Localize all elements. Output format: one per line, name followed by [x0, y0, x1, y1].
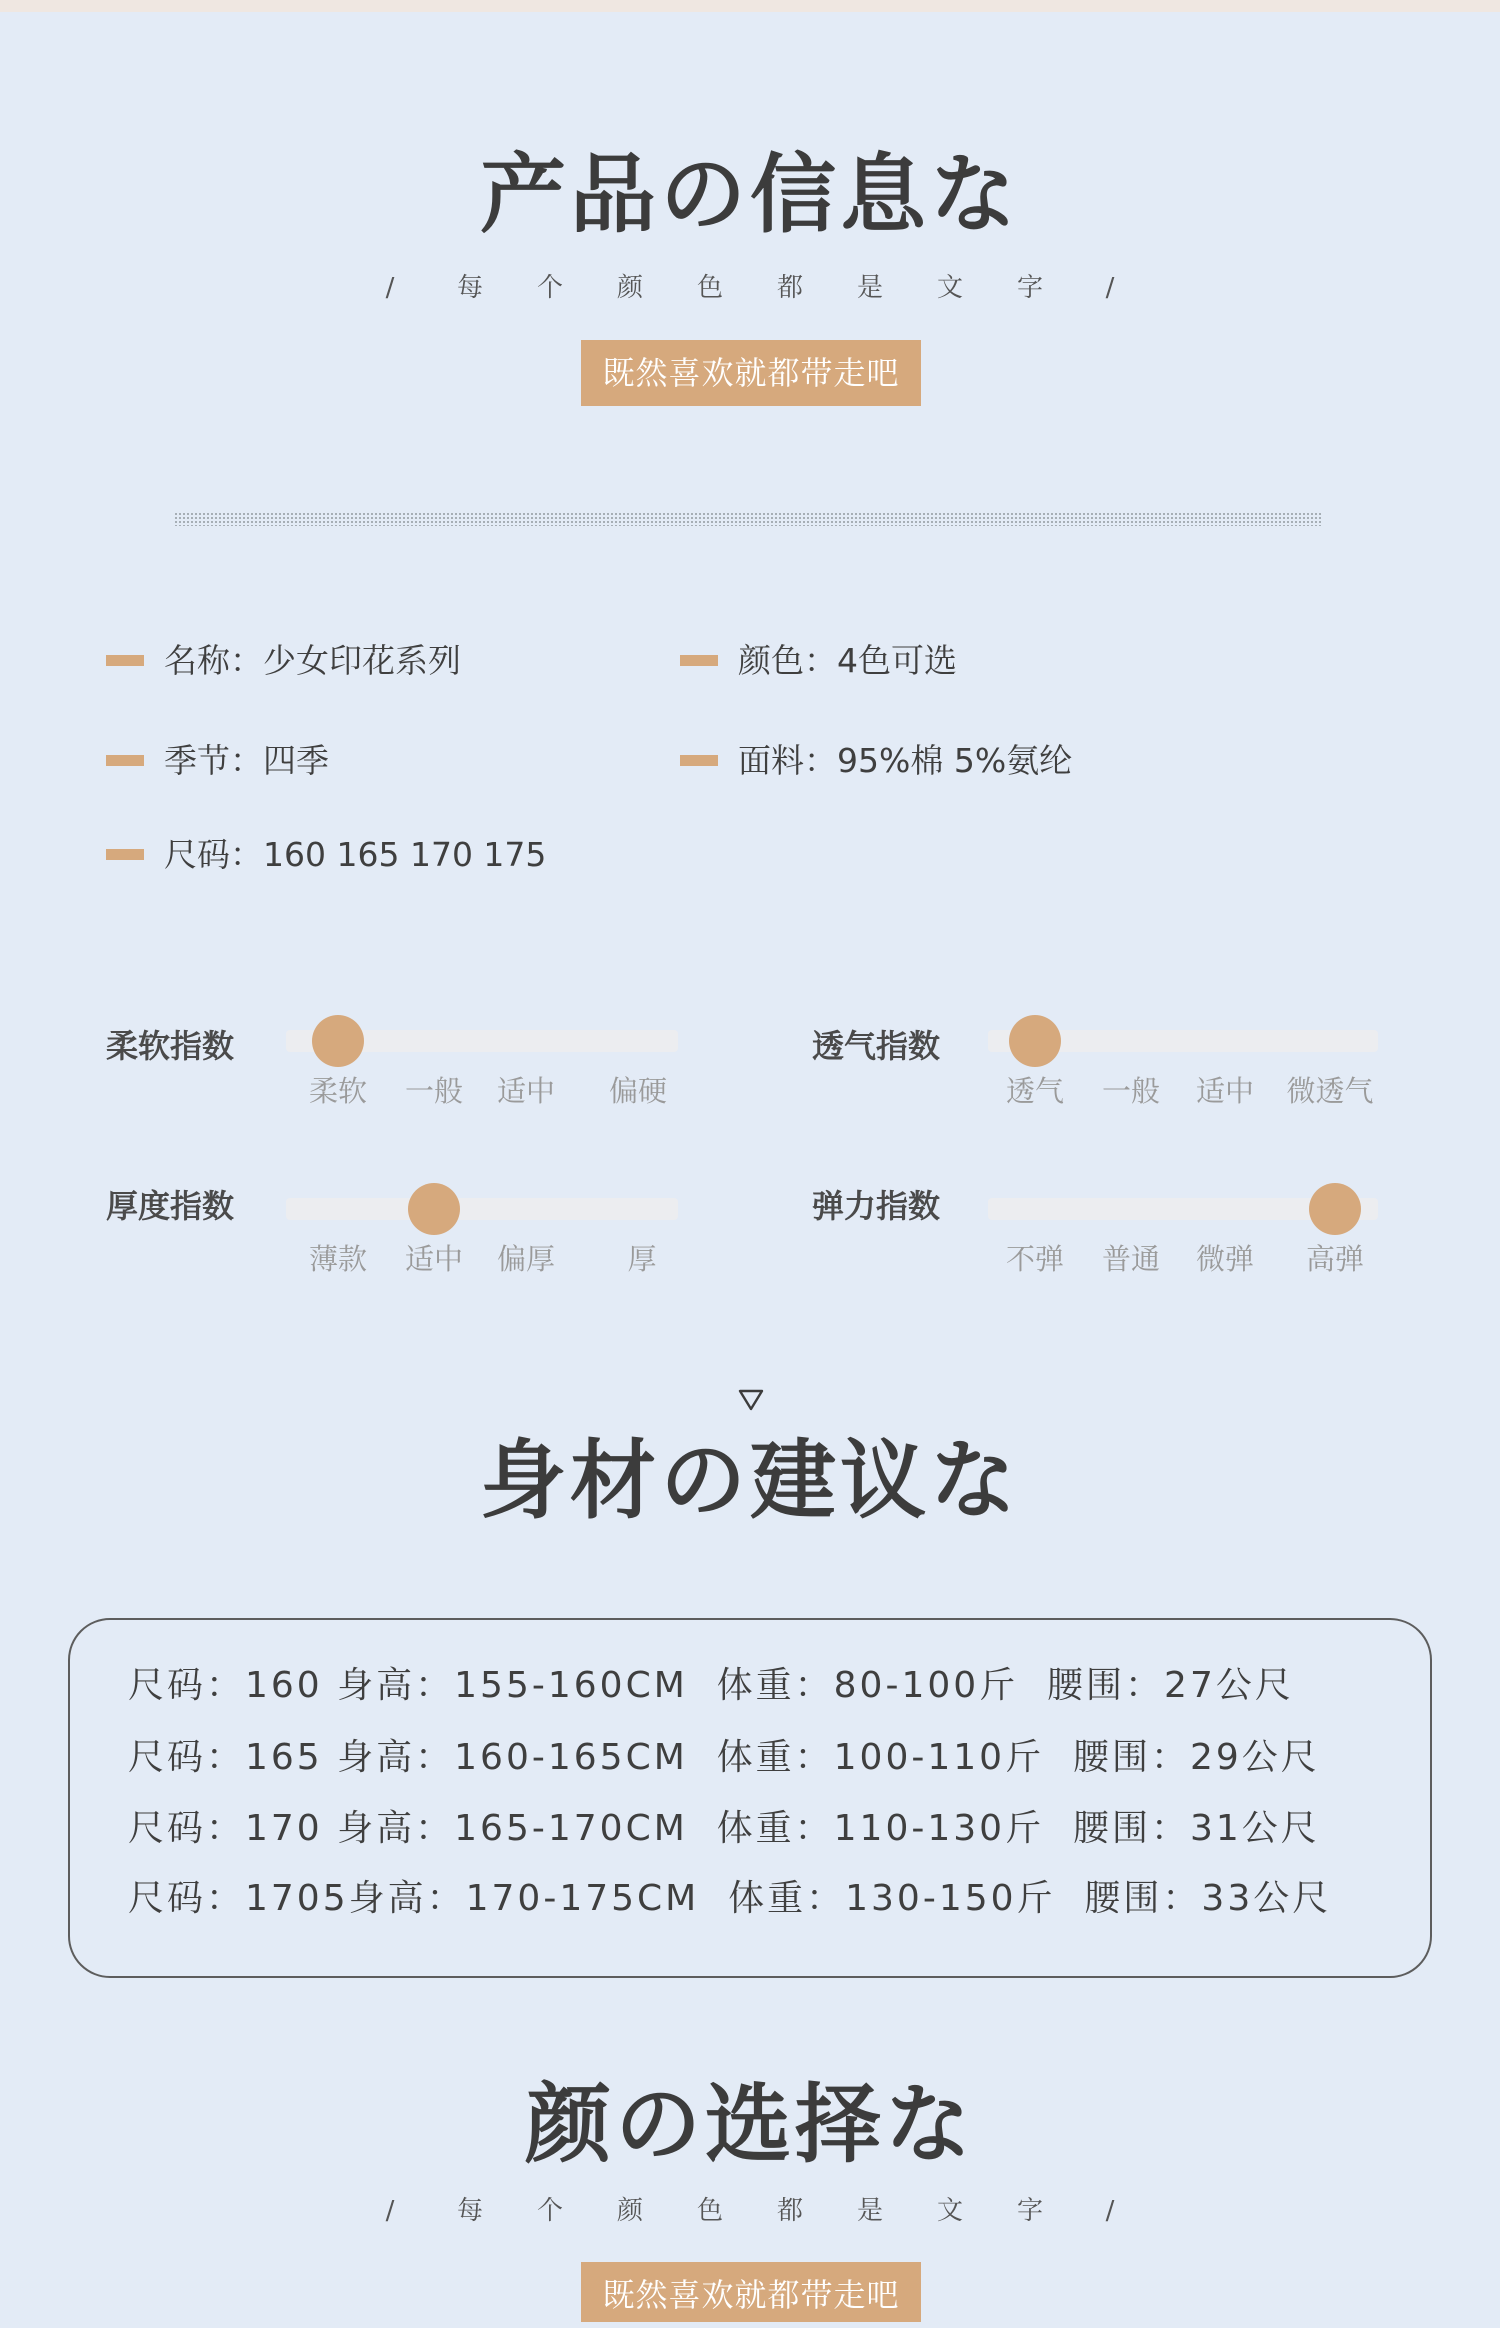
info-item-color — [680, 641, 957, 680]
subtitle-char: 字 — [1017, 2196, 1044, 2226]
thickness-option: 薄款 — [308, 1242, 368, 1276]
subtitle-char: 都 — [777, 273, 804, 303]
subtitle-char: 都 — [777, 2196, 804, 2226]
subtitle-char: / — [385, 2196, 395, 2226]
subtitle-char: 是 — [857, 2196, 884, 2226]
subtitle-char: 每 — [457, 273, 484, 303]
subtitle-char: 文 — [937, 273, 964, 303]
info-item-fabric — [680, 741, 1073, 780]
elasticity-option: 高弹 — [1305, 1242, 1365, 1276]
product-info-badge: 既然喜欢就都带走吧 — [581, 340, 921, 406]
softness-option: 偏硬 — [608, 1074, 668, 1108]
breathability-label: 透气指数 — [812, 1027, 941, 1065]
thickness-option: 偏厚 — [496, 1242, 556, 1276]
subtitle-char: / — [1105, 2196, 1115, 2226]
bullet-bar-icon — [106, 655, 144, 666]
product-info-title: 产品の信息な — [480, 144, 1020, 245]
size-row: 尺码：160 身高：155-160CM 体重：80-100斤 腰围：27公尺 — [128, 1665, 1294, 1706]
info-item-name — [106, 641, 461, 680]
thickness-knob — [408, 1183, 460, 1235]
subtitle-char: 颜 — [617, 273, 644, 303]
thickness-option: 适中 — [404, 1242, 464, 1276]
thickness-track — [286, 1198, 678, 1220]
subtitle-char: 个 — [537, 2196, 564, 2226]
subtitle-char: 字 — [1017, 273, 1044, 303]
breathability-knob — [1009, 1015, 1061, 1067]
breathability-option: 透气 — [1005, 1074, 1065, 1108]
breathability-option: 微透气 — [1286, 1074, 1374, 1108]
softness-option: 一般 — [404, 1074, 464, 1108]
thickness-label: 厚度指数 — [106, 1187, 235, 1225]
subtitle-char: 每 — [457, 2196, 484, 2226]
triangle-down-icon — [738, 1388, 764, 1412]
subtitle-char: 色 — [697, 2196, 724, 2226]
product-info-subtitle — [0, 275, 1500, 301]
size-row: 尺码：165 身高：160-165CM 体重：100-110斤 腰围：29公尺 — [128, 1737, 1320, 1778]
elasticity-label: 弹力指数 — [812, 1187, 941, 1225]
softness-option: 柔软 — [308, 1074, 368, 1108]
subtitle-char: 文 — [937, 2196, 964, 2226]
info-text: 面料：95%棉 5%氨纶 — [738, 741, 1073, 780]
elasticity-option: 不弹 — [1005, 1242, 1065, 1276]
info-item-season — [106, 741, 329, 780]
color-choice-badge: 既然喜欢就都带走吧 — [581, 2262, 921, 2322]
color-choice-title: 颜の选择な — [525, 2074, 975, 2175]
thickness-option: 厚 — [627, 1242, 657, 1276]
softness-option: 适中 — [496, 1074, 556, 1108]
subtitle-char: 个 — [537, 273, 564, 303]
top-strip — [0, 0, 1500, 12]
elasticity-option: 普通 — [1101, 1242, 1161, 1276]
info-text: 季节：四季 — [164, 741, 329, 780]
softness-label: 柔软指数 — [106, 1027, 235, 1065]
bullet-bar-icon — [106, 849, 144, 860]
subtitle-char: / — [385, 273, 395, 303]
size-advice-title: 身材の建议な — [480, 1430, 1020, 1531]
info-item-size — [106, 835, 547, 874]
softness-knob — [312, 1015, 364, 1067]
subtitle-char: / — [1105, 273, 1115, 303]
dotted-divider — [174, 512, 1322, 526]
info-text: 颜色：4色可选 — [738, 641, 957, 680]
size-row: 尺码：170 身高：165-170CM 体重：110-130斤 腰围：31公尺 — [128, 1808, 1320, 1849]
breathability-option: 一般 — [1101, 1074, 1161, 1108]
size-row: 尺码：1705身高：170-175CM 体重：130-150斤 腰围：33公尺 — [128, 1878, 1332, 1919]
breathability-option: 适中 — [1195, 1074, 1255, 1108]
subtitle-char: 色 — [697, 273, 724, 303]
info-text: 尺码：160 165 170 175 — [164, 835, 547, 874]
bullet-bar-icon — [680, 655, 718, 666]
bullet-bar-icon — [106, 755, 144, 766]
elasticity-option: 微弹 — [1195, 1242, 1255, 1276]
elasticity-knob — [1309, 1183, 1361, 1235]
subtitle-char: 是 — [857, 273, 884, 303]
info-text: 名称：少女印花系列 — [164, 641, 461, 680]
color-choice-subtitle — [0, 2198, 1500, 2224]
subtitle-char: 颜 — [617, 2196, 644, 2226]
bullet-bar-icon — [680, 755, 718, 766]
